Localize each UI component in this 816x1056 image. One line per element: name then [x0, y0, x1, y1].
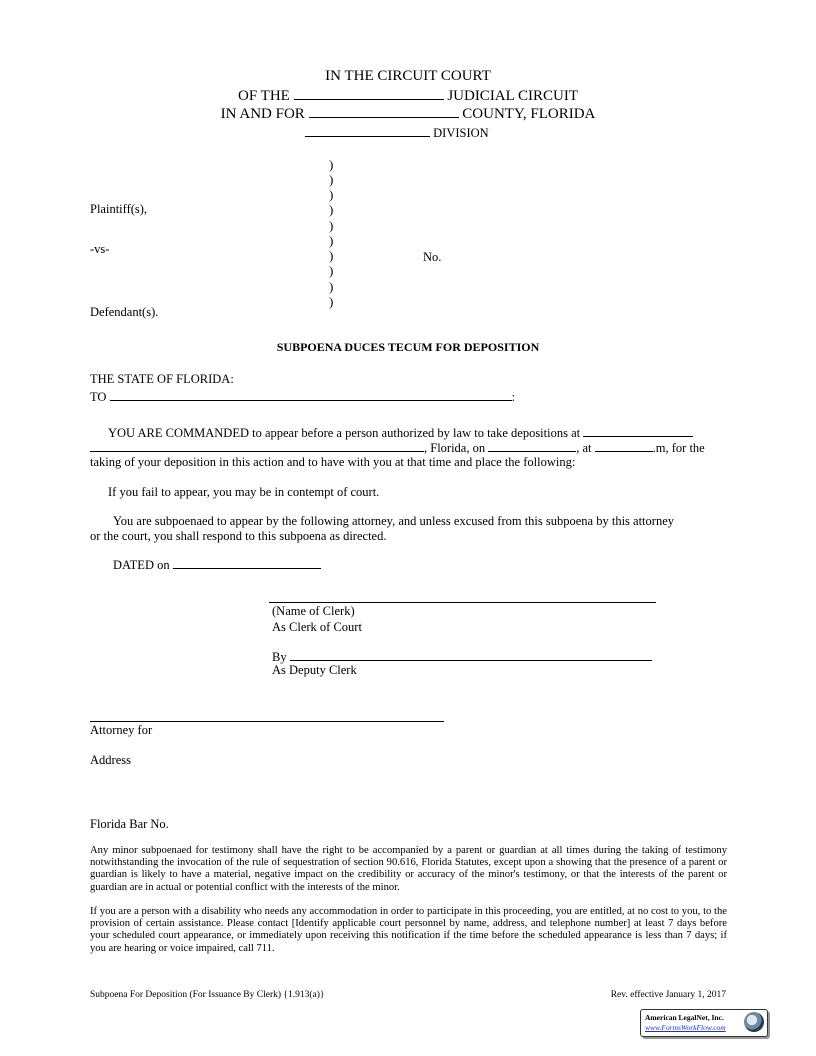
clerk-of-court-label: As Clerk of Court	[272, 620, 362, 634]
deposition-address-blank[interactable]	[90, 439, 424, 452]
header-county-florida: COUNTY, FLORIDA	[462, 106, 596, 122]
deposition-date-blank[interactable]	[488, 439, 576, 452]
to-recipient-blank[interactable]	[110, 388, 512, 401]
caption-paren: )	[329, 218, 334, 233]
case-number-label: No.	[423, 250, 442, 264]
defendant-label: Defendant(s).	[90, 305, 159, 319]
footer-form-name: Subpoena For Deposition (For Issuance By Clerk) {1.913(a)}	[90, 990, 325, 1000]
caption-paren: )	[329, 157, 334, 172]
header-in-and-for: IN AND FOR	[220, 106, 305, 122]
publisher-name: American LegalNet, Inc.	[645, 1013, 724, 1022]
address-label: Address	[90, 753, 131, 767]
dated-on-label: DATED on	[113, 558, 170, 572]
commanded-line3: taking of your deposition in this action and to have with you at that time and place the following:	[90, 455, 576, 469]
footer-revision: Rev. effective January 1, 2017	[610, 990, 726, 1000]
vs-label: -vs-	[90, 242, 110, 256]
globe-logo-icon	[744, 1012, 764, 1032]
to-line	[90, 388, 515, 405]
disability-notice: If you are a person with a disability who needs any accommodation in order to participate in this proceeding, you are entitled, at no cost to you, to the provision of certain assistance. Please contact [Identify applicable court personnel by name, address, and telephone number] at least 7 days before your scheduled court appearance, or immediately upon receiving this notification if the time before the scheduled appearance is less than 7 days; if you are hearing or voice impaired, call 711.	[90, 906, 727, 954]
commanded-line2	[90, 439, 705, 456]
division-line	[305, 124, 489, 141]
clerk-signature-line[interactable]	[269, 602, 656, 603]
deputy-signature-blank[interactable]	[290, 648, 652, 661]
subpoenaed-line2: or the court, you shall respond to this subpoena as directed.	[90, 529, 387, 543]
caption-paren: )	[329, 233, 334, 248]
deputy-clerk-label: As Deputy Clerk	[272, 663, 357, 677]
court-header-line1: IN THE CIRCUIT COURT	[325, 68, 491, 84]
caption-paren: )	[329, 263, 334, 278]
contempt-warning: If you fail to appear, you may be in contempt of court.	[108, 485, 380, 499]
attorney-for-label: Attorney for	[90, 723, 153, 737]
clerk-name-label: (Name of Clerk)	[272, 604, 355, 618]
by-label: By	[272, 650, 287, 664]
header-of-the: OF THE	[238, 88, 290, 104]
bar-number-label: Florida Bar No.	[90, 817, 169, 831]
to-label: TO	[90, 390, 107, 404]
dated-line	[113, 556, 321, 573]
caption-paren: )	[329, 279, 334, 294]
header-judicial-circuit: JUDICIAL CIRCUIT	[447, 88, 578, 104]
circuit-blank[interactable]	[294, 87, 444, 100]
state-line: THE STATE OF FLORIDA:	[90, 372, 234, 386]
to-colon: :	[511, 390, 516, 404]
county-blank[interactable]	[309, 105, 459, 118]
minor-notice: Any minor subpoenaed for testimony shall have the right to be accompanied by a parent or guardian at all times during the taking of testimony notwithstanding the invocation of the rule of sequestration of section 90.616, Florida Statutes, except upon a showing that the presence of a parent or guardian is likely to have a material, negative impact on the credibility or accuracy of the minor's testimony, or that the interests of the parent or guardian are in actual or potential conflict with the interests of the minor.	[90, 845, 727, 893]
court-header-line2	[0, 87, 816, 105]
document-title: SUBPOENA DUCES TECUM FOR DEPOSITION	[276, 340, 540, 354]
subpoenaed-line1: You are subpoenaed to appear by the following attorney, and unless excused from this subpoena by this attorney	[113, 514, 674, 528]
court-header-line3	[0, 105, 816, 123]
deposition-location-blank[interactable]	[583, 424, 693, 437]
caption-paren: )	[329, 172, 334, 187]
caption-paren: )	[329, 294, 334, 309]
division-blank[interactable]	[305, 124, 430, 137]
caption-paren: )	[329, 248, 334, 263]
m-for-the-label: .m, for the	[652, 441, 705, 455]
caption-paren: )	[329, 202, 334, 217]
publisher-url[interactable]: www.FormsWorkFlow.com	[645, 1023, 726, 1032]
commanded-text: YOU ARE COMMANDED to appear before a person authorized by law to take depositions at	[108, 426, 581, 440]
deposition-time-blank[interactable]	[595, 439, 653, 452]
caption-paren: )	[329, 187, 334, 202]
division-label: DIVISION	[433, 126, 489, 140]
publisher-badge[interactable]	[640, 1009, 768, 1037]
dated-blank[interactable]	[173, 556, 321, 569]
plaintiff-label: Plaintiff(s),	[90, 202, 148, 216]
florida-on-label: , Florida, on	[424, 441, 486, 455]
attorney-signature-line[interactable]	[90, 721, 444, 722]
at-label: , at	[576, 441, 592, 455]
